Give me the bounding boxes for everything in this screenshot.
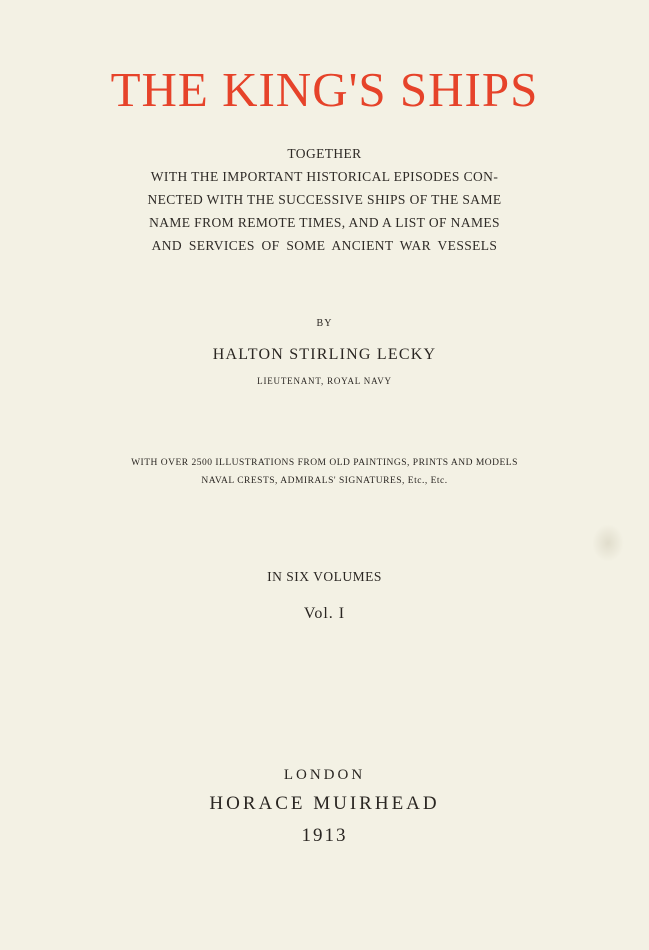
subtitle-line: AND SERVICES OF SOME ANCIENT WAR VESSELS bbox=[151, 238, 498, 253]
author-rank: LIEUTENANT, ROYAL NAVY bbox=[257, 376, 392, 386]
volumes-note: IN SIX VOLUMES bbox=[267, 569, 382, 584]
subtitle-line: NECTED WITH THE SUCCESSIVE SHIPS OF THE SAME bbox=[147, 192, 502, 207]
subtitle-line: WITH THE IMPORTANT HISTORICAL EPISODES CON- bbox=[150, 169, 499, 184]
by-label: BY bbox=[316, 318, 333, 329]
subtitle-line: NAME FROM REMOTE TIMES, AND A LIST OF NAMES bbox=[149, 215, 500, 230]
imprint-city: LONDON bbox=[283, 767, 366, 783]
volume-number: Vol. I bbox=[303, 605, 346, 622]
illustrations-note: WITH OVER 2500 ILLUSTRATIONS FROM OLD PAINTINGS, PRINTS AND MODELS bbox=[131, 458, 518, 468]
imprint-publisher: HORACE MUIRHEAD bbox=[209, 793, 440, 814]
book-title: THE KING'S SHIPS bbox=[110, 62, 539, 117]
subtitle-line: TOGETHER bbox=[287, 146, 362, 161]
illustrations-note: NAVAL CRESTS, ADMIRALS' SIGNATURES, Etc., Etc. bbox=[201, 476, 448, 486]
paper-stain bbox=[592, 524, 624, 562]
imprint-year: 1913 bbox=[301, 825, 348, 846]
author-name: HALTON STIRLING LECKY bbox=[212, 346, 437, 363]
